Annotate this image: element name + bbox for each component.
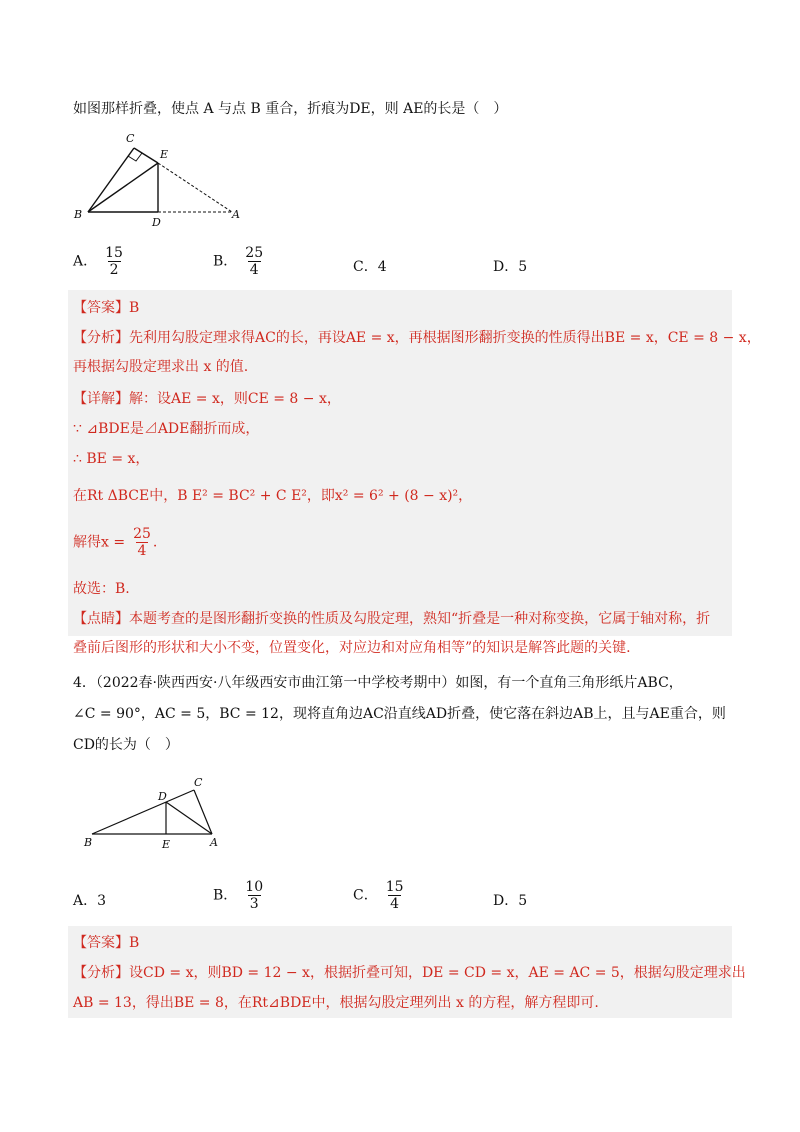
q3-label-b: B: [74, 208, 83, 221]
q4-option-b: [213, 879, 265, 912]
q3-analysis-line-2: 再根据勾股定理求出 x 的值.: [73, 359, 249, 375]
fraction-numerator: 10: [245, 879, 264, 895]
q3-option-b: [213, 245, 265, 278]
q4-stem-line-2: ∠C = 90°，AC = 5，BC = 12，现将直角边AC沿直线AD折叠，使它落在斜边AB上，且与AE重合，则: [73, 706, 726, 722]
fraction-numerator: 25: [133, 526, 151, 542]
q3-option-c: [353, 256, 387, 276]
fraction-denominator: 4: [249, 262, 259, 278]
fraction-denominator: 2: [109, 262, 119, 278]
fraction-denominator: 3: [249, 896, 259, 912]
q4-analysis-line-2: AB = 13，得出BE = 8，在Rt⊿BDE中，根据勾股定理列出 x 的方程，解方程即可.: [73, 995, 599, 1011]
q3-point-line-2: 叠前后图形的形状和大小不变，位置变化，对应边和对应角相等”的知识是解答此题的关键.: [73, 640, 631, 656]
option-letter: D．: [493, 259, 519, 275]
fraction-numerator: 25: [245, 245, 264, 261]
q4-stem-line-1: 4．（2022春·陕西西安·八年级西安市曲江第一中学校考期中）如图，有一个直角三角形纸片ABC，: [73, 675, 683, 691]
option-letter: B．: [213, 887, 238, 904]
q3-detail-line-2: ∵ ⊿BDE是⊿ADE翻折而成，: [73, 421, 260, 437]
option-text: 5: [518, 893, 528, 909]
option-fraction: [243, 879, 265, 912]
option-letter: C．: [353, 259, 378, 275]
q4-option-d: [493, 890, 527, 910]
fraction-denominator: 4: [390, 896, 400, 912]
option-letter: A．: [73, 253, 98, 270]
q3-label-d: D: [152, 216, 161, 229]
solve-period: .: [152, 534, 158, 551]
q4-label-d: D: [158, 790, 167, 803]
option-fraction: [103, 245, 125, 278]
option-letter: C．: [353, 887, 378, 904]
q3-stem: 如图那样折叠，使点 A 与点 B 重合，折痕为DE，则 AE的长是（ ）: [73, 101, 508, 117]
q3-detail-line-1: 【详解】解：设AE = x，则CE = 8 − x，: [73, 391, 341, 407]
q3-analysis-line-1: 【分析】先利用勾股定理求得AC的长，再设AE = x，再根据图形翻折变换的性质得出BE = x，CE = 8 − x，: [73, 330, 761, 346]
q4-analysis-line-1: 【分析】设CD = x，则BD = 12 − x，根据折叠可知，DE = CD = x，AE = AC = 5，根据勾股定理求出: [73, 965, 746, 981]
q3-point-line-1: 【点睛】本题考查的是图形翻折变换的性质及勾股定理，熟知“折叠是一种对称变换，它属于轴对称，折: [73, 611, 711, 627]
option-text: 4: [377, 259, 387, 275]
option-fraction: [384, 879, 406, 912]
fraction-numerator: 15: [105, 245, 123, 261]
option-text: 5: [518, 259, 528, 275]
q4-figure: [82, 774, 232, 854]
option-text: 3: [97, 893, 107, 909]
fraction-denominator: 4: [137, 543, 147, 559]
q3-detail-line-5: [73, 526, 157, 559]
option-letter: D．: [493, 893, 519, 909]
q3-label-a: A: [232, 208, 240, 221]
option-fraction: [243, 245, 265, 278]
q4-option-c: [353, 879, 406, 912]
q3-detail-line-3: ∴ BE = x，: [73, 451, 150, 467]
q4-answer: 【答案】B: [73, 935, 140, 951]
q3-detail-line-6: 故选：B.: [73, 581, 130, 597]
q3-option-a: [73, 245, 125, 278]
option-letter: B．: [213, 253, 238, 270]
q4-label-a: A: [210, 836, 218, 849]
q4-label-e: E: [162, 838, 171, 851]
q4-label-b: B: [84, 836, 93, 849]
option-letter: A．: [73, 893, 98, 909]
solve-fraction: [131, 526, 153, 559]
solve-prefix: 解得x =: [73, 534, 126, 551]
q4-label-c: C: [194, 776, 203, 789]
q3-label-e: E: [160, 148, 169, 161]
q3-answer: 【答案】B: [73, 300, 140, 316]
q4-stem-line-3: CD的长为（ ）: [73, 737, 179, 753]
q3-option-d: [493, 256, 527, 276]
q3-figure: [70, 128, 260, 230]
q3-detail-line-4: 在Rt ΔBCE中，B E² = BC² + C E²，即x² = 6² + (8 − x)²，: [73, 488, 473, 504]
q3-label-c: C: [126, 132, 135, 145]
fraction-numerator: 15: [385, 879, 404, 895]
q4-option-a: [73, 890, 106, 910]
